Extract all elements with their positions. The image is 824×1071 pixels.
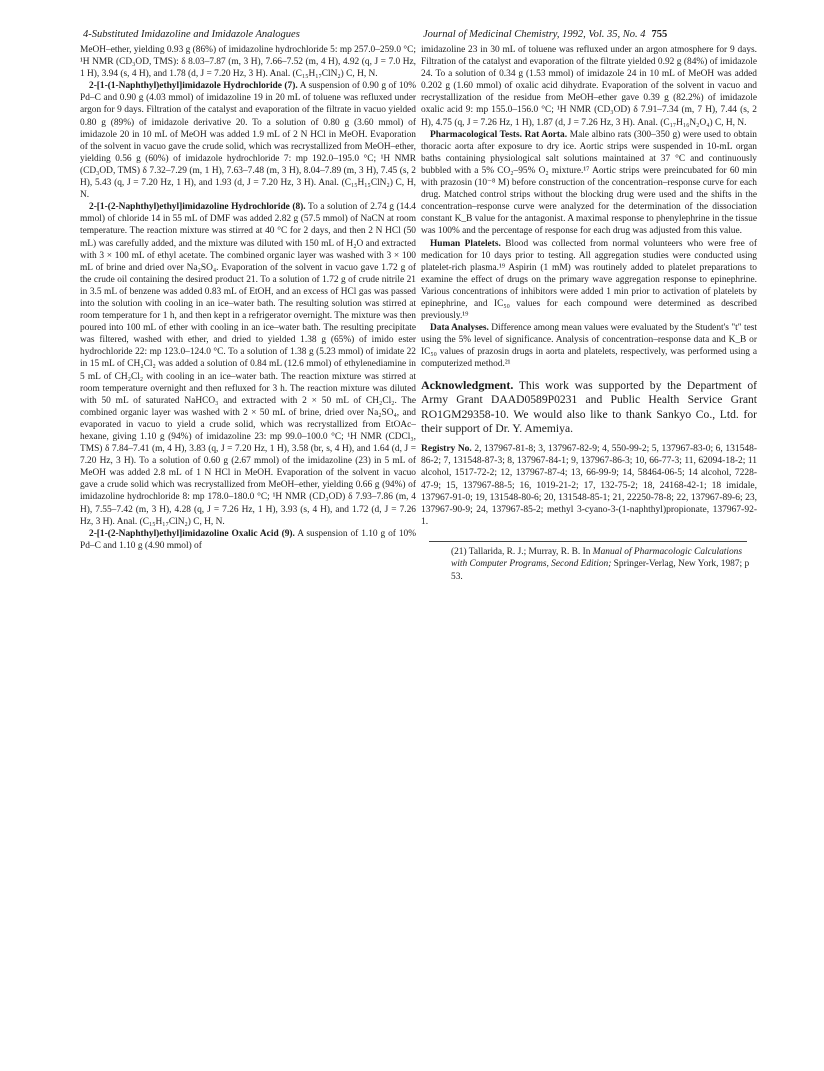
section-title-compound-7: 2-[1-(1-Naphthyl)ethyl]imidazole Hydrochloride (7).	[89, 81, 298, 92]
running-header-journal	[423, 28, 667, 41]
section-body-data-analyses: Difference among mean values were evaluated by the Student's "t" test using the 5% level of significance. Analysis of concentration–response data and K_B or IC₅₀ values of prazosin drugs in aorta and platelets, respectively, was performed using a computerized method.²¹	[421, 323, 757, 370]
registry-title: Registry No.	[421, 443, 472, 454]
section-title-rat-aorta: Pharmacological Tests. Rat Aorta.	[430, 129, 568, 140]
section-body-compound-9: A suspension of 1.10 g of 10% Pd–C and 1.10 g (4.90 mmol) of	[80, 528, 417, 551]
section-title-human-platelets: Human Platelets.	[430, 238, 501, 249]
paragraph-compound-7	[80, 80, 416, 201]
page-number: 755	[651, 29, 668, 40]
acknowledgment	[421, 378, 757, 437]
left-column	[80, 44, 416, 552]
paragraph-compound-5: MeOH–ether, yielding 0.93 g (86%) of imidazoline hydrochloride 5: mp 257.0–259.0 °C; ¹H NMR (CD₃OD, TMS): δ 8.03–7.87 (m, 3 H), 7.66–7.52 (m, 4 H), 4.92 (q, J = 7.0 Hz, 1 H), 3.94 (s, 4 H), and 1.78 (d, J = 7.20 Hz, 3 H). Anal. (C₁₅H₁₇ClN₂) C, H, N.	[80, 45, 416, 80]
paragraph-compound-9-continued: imidazoline 23 in 30 mL of toluene was refluxed under an argon atmosphere for 9 days. Filtration of the catalyst and evaporation of the filtrate yielded 0.92 g (84%) of imidazole 24. To a solution of 0.34 g (1.53 mmol) of imidazole 24 in 10 mL of MeOH was added 0.202 g (1.60 mmol) of oxalic acid dihydrate. Evaporation of the solvent in vacuo and recrystallization of the residue from MeOH–ether gave 0.39 g (82.2%) of imidazole oxalic acid 9: mp 155.0–156.0 °C; ¹H NMR (CD₃OD) δ 7.91–7.34 (m, 7 H), 7.44 (s, 2 H), 4.75 (q, J = 7.26 Hz, 1 H), 1.87 (d, J = 7.26 Hz, 3 H). Anal. (C₁₇H₁₆N₂O₄) C, H, N.	[421, 45, 757, 128]
section-title-compound-9: 2-[1-(2-Naphthyl)ethyl]imidazoline Oxalic Acid (9).	[89, 528, 295, 539]
reference-book-title: Manual of Pharmacologic Calculations with Computer Programs, Second Edition;	[451, 547, 742, 570]
section-body-compound-8: To a solution of 2.74 g (14.4 mmol) of chloride 14 in 55 mL of DMF was added 2.82 g (57.5 mmol) of NaCN at room temperature. The reaction mixture was stirred at 40 °C for 2 days, and then 2 N HCl (50 mL) was carefully added, and the mixture was diluted with 150 mL of H₂O and extracted with 3 × 100 mL of ethyl acetate. The combined organic layer was washed with 3 × 100 mL of brine and dried over Na₂SO₄. Evaporation of the solvent in vacuo gave 1.72 g of the crude oil containing the desired product 21. To a solution of 1.72 g of crude nitrile 21 in 3.5 mL of benzene was added 0.83 mL of EtOH, and an excess of HCl gas was passed into the solution with cooling in an ice–water bath. The resulting solution was stirred at room temperature for 1 h, and then kept in a refrigerator overnight. The mixture was then poured into 100 mL of ether with cooling in an ice–water bath. The resulting precipitate was filtered, washed with ether, and dried to yielded 1.38 g (65%) of imido ester hydrochloride 22: mp 123.0–124.0 °C. To a solution of 1.38 g (5.23 mmol) of imidate 22 in 15 mL of CH₂Cl₂ was added a solution of 0.84 mL (12.6 mmol) of ethylenediamine in 5 mL of CH₂Cl₂ with cooling in an ice–water bath. The reaction mixture was stirred at room temperature overnight and then refluxed for 3 h. The reaction mixture was diluted with 50 mL of saturated NaHCO₃ and extracted with 2 × 50 mL of CH₂Cl₂. The combined organic layer was washed with 2 × 50 mL of brine, dried over Na₂SO₄, and evaporated in vacuo to yield a crude solid, which was recrystallized from EtOAc–hexane, giving 1.10 g (94%) of imidazoline 23: mp 99.0–100.0 °C; ¹H NMR (CDCl₃, TMS) δ 7.84–7.41 (m, 4 H), 3.83 (q, J = 7.20 Hz, 1 H), 3.58 (br, s, 4 H), and 1.64 (d, J = 7.20 Hz, 3 H). To a solution of 0.60 g (2.67 mmol) of the imidazoline (23) in 5 mL of MeOH was added 2.8 mL of 1 N HCl in MeOH. Evaporation of the solvent in vacuo gave a crude solid which was recrystallized from MeOH–ether, yielding 0.66 g (94%) of imidazoline hydrochloride 8: mp 178.0–180.0 °C; ¹H NMR (CD₃OD) δ 7.93–7.86 (m, 4 H), 7.55–7.42 (m, 3 H), 4.28 (q, J = 7.26 Hz, 1 H), 3.93 (s, 4 H), and 1.72 (d, J = 7.26 Hz, 3 H). Anal. (C₁₅H₁₇ClN₂) C, H, N.	[80, 202, 416, 527]
running-header-title: 4-Substituted Imidazoline and Imidazole Analogues	[83, 29, 300, 40]
reference-authors: Tallarida, R. J.; Murray, R. B. In	[466, 547, 593, 558]
reference-21	[421, 546, 757, 582]
right-column	[421, 44, 757, 583]
section-title-data-analyses: Data Analyses.	[430, 323, 489, 334]
paragraph-human-platelets	[421, 238, 757, 323]
paragraph-pharmacological-tests	[421, 129, 757, 238]
registry-body: 2, 137967-81-8; 3, 137967-82-9; 4, 550-99-2; 5, 137967-83-0; 6, 131548-86-2; 7, 131548-87-3; 8, 137967-84-1; 9, 137967-86-3; 10, 66-77-3; 11, 62094-18-2; 11 alcohol, 1517-72-2; 12, 137967-87-4; 13, 66-99-9; 14, 58464-06-5; 14 alcohol, 7228-47-9; 15, 137967-88-5; 16, 1019-21-2; 17, 132-75-2; 18, 24168-42-1; 18 imidale, 137967-91-0; 19, 131548-80-6; 20, 131548-85-1; 21, 22250-78-8; 22, 137967-89-6; 23, 137967-90-9; 24, 137967-85-2; methyl 3-cyano-3-(1-naphthyl)propionate, 137967-92-1.	[421, 443, 758, 528]
section-body-human-platelets: Blood was collected from normal volunteers who were free of medication for 10 days prior to testing. All aggregation studies were conducted using platelet-rich plasma.¹⁹ Aspirin (1 mM) was routinely added to platelet preparations to examine the effect of drugs on the primary wave aggregation response to epinephrine. Various concentrations of inhibitors were added 1 min prior to activation of platelets by epinephrine, and IC₅₀ values for each compound were determined as described previously.¹⁹	[421, 238, 757, 322]
section-title-compound-8: 2-[1-(2-Naphthyl)ethyl]imidazoline Hydrochloride (8).	[89, 202, 306, 213]
section-body-rat-aorta: Male albino rats (300–350 g) were used to obtain thoracic aorta after exposure to dry ice. Aortic strips were suspended in 10-mL organ baths containing physiological salt solutions maintained at 37 °C and continuously bubbled with a 5% CO₂–95% O₂ mixture.¹⁷ Aortic strips were preincubated for 60 min with prazosin (10⁻⁸ M) before construction of the concentration–response curve for each drug. Matched control strips without the blocking drug were used and the shifts in the concentration–response curve were analyzed for the determination of the dissociation constant K_B value for the antagonist. A maximal response to phenylephrine in the tissue was 100% and the percentage of response for each drug was adjusted from this value.	[421, 129, 757, 237]
section-body-compound-7: A suspension of 0.90 g of 10% Pd–C and 0.90 g (4.03 mmol) of imidazoline 19 in 20 mL of toluene was refluxed under argon for 9 days. Filtration of the catalyst and evaporation of the filtrate in vacuo yielded 0.80 g (89%) of imidazole derivative 20. To a solution of 0.80 g (3.60 mmol) of imidazole 20 in 10 mL of MeOH was added 1.9 mL of 2 N HCl in MeOH. Evaporation of the solvent in vacuo gave the crude solid, which was recrystallized from MeOH–ether, yielding 0.56 g (60%) of imidazole hydrochloride 7: mp 192.0–195.0 °C; ¹H NMR (CD₃OD, TMS) δ 7.32–7.29 (m, 1 H), 7.63–7.48 (m, 3 H), 8.04–7.89 (m, 3 H), 7.45 (s, 2 H), 5.43 (q, J = 7.20 Hz, 1 H), and 1.93 (d, J = 7.20 Hz, 3 H). Anal. (C₁₅H₁₅ClN₂) C, H, N.	[80, 81, 416, 201]
reference-publisher: Springer-Verlag, New York, 1987; p 53.	[451, 559, 750, 582]
reference-divider	[429, 541, 747, 542]
paragraph-data-analyses	[421, 322, 757, 370]
acknowledgment-body: This work was supported by the Department of Army Grant DAAD0589P0231 and Public Health Service Grant RO1GM29358-10. We would also like to thank Sankyo Co., Ltd. for their support of Dr. Y. Amemiya.	[421, 378, 757, 436]
paragraph-compound-8	[80, 201, 416, 528]
journal-citation: Journal of Medicinal Chemistry, 1992, Vol. 35, No. 4	[423, 29, 646, 40]
reference-number: (21)	[451, 547, 467, 558]
registry-numbers	[421, 443, 757, 528]
paragraph-compound-9	[80, 528, 416, 552]
acknowledgment-title: Acknowledgment.	[421, 377, 514, 392]
